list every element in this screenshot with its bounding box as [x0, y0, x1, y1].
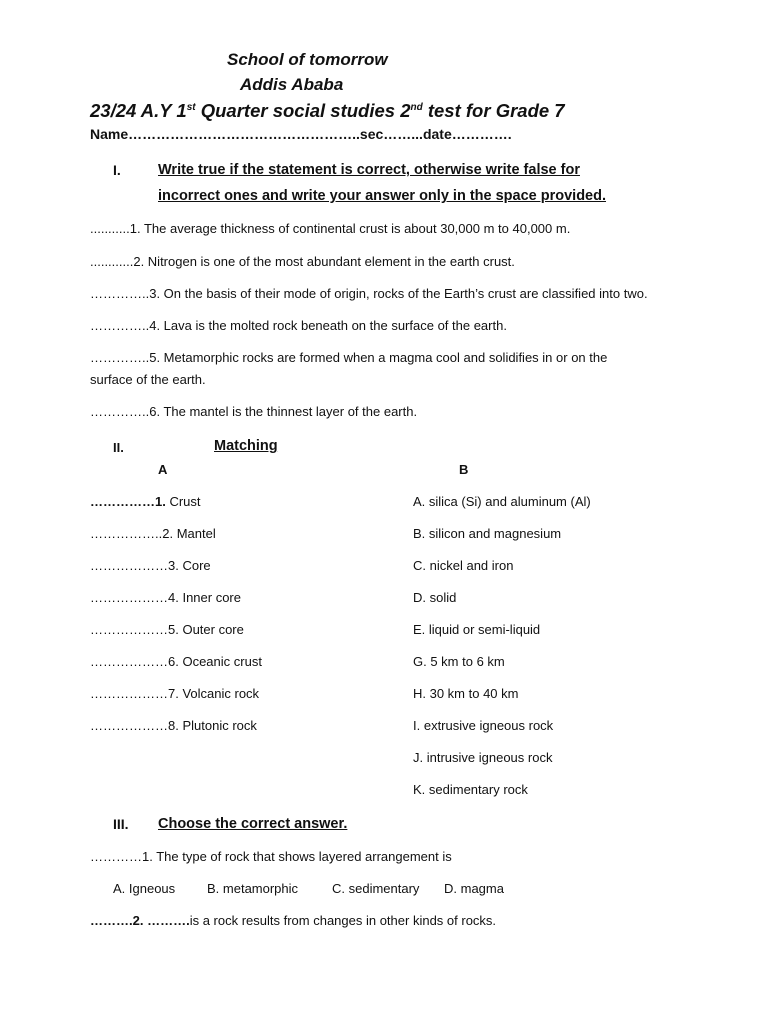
choice-option: D. magma: [444, 881, 504, 896]
multiple-choice-question: …………1. The type of rock that shows layered arrangement is: [90, 849, 452, 864]
answer-blank: ………………: [90, 622, 168, 637]
matching-item: [90, 590, 241, 605]
matching-option: H. 30 km to 40 km: [413, 686, 519, 701]
matching-option: C. nickel and iron: [413, 558, 514, 573]
question-text: is a rock results from changes in other kinds of rocks.: [189, 913, 497, 928]
title-part: 23/24 A.Y 1: [90, 100, 187, 121]
matching-item: [90, 654, 262, 669]
true-false-item: …………..5. Metamorphic rocks are formed when a magma cool and solidifies in or on the: [90, 350, 608, 365]
true-false-item: …………..6. The mantel is the thinnest layer of the earth.: [90, 404, 418, 419]
item-number: 6.: [168, 654, 179, 669]
item-number: 8.: [168, 718, 179, 733]
true-false-item-continuation: surface of the earth.: [90, 372, 206, 387]
true-false-item: …………..4. Lava is the molted rock beneath on the surface of the earth.: [90, 318, 507, 333]
matching-item: [90, 526, 216, 541]
item-text: Plutonic rock: [178, 718, 257, 733]
title-sup: nd: [410, 101, 423, 113]
column-a-header: A: [158, 462, 168, 477]
answer-blank: ………………: [90, 558, 168, 573]
answer-blank: ……………..: [90, 526, 163, 541]
title-sup: st: [186, 101, 196, 113]
item-number: 2.: [162, 526, 174, 541]
matching-item: [90, 622, 244, 637]
matching-item: [90, 558, 211, 573]
matching-item: [90, 718, 257, 733]
section-1-instruction: incorrect ones and write your answer only in the space provided.: [158, 188, 607, 204]
item-text: Core: [178, 558, 211, 573]
section-1-instruction: Write true if the statement is correct, otherwise write false for: [158, 162, 580, 178]
title-part: Quarter social studies 2: [195, 100, 411, 121]
matching-item: [90, 686, 259, 701]
choice-option: A. Igneous: [113, 881, 176, 896]
item-text: Crust: [165, 494, 201, 509]
item-text: Oceanic crust: [178, 654, 262, 669]
choice-option: B. metamorphic: [207, 881, 299, 896]
matching-option: K. sedimentary rock: [413, 782, 528, 797]
student-info-line: Name…………………………………………..sec……...date………….: [90, 126, 512, 142]
title-part: test for Grade 7: [422, 100, 565, 121]
question-number-blank: ……….2. ……….: [90, 913, 190, 928]
section-2-title: Matching: [214, 438, 278, 454]
answer-blank: ………………: [90, 654, 168, 669]
section-3-number: III.: [113, 816, 129, 832]
column-b-header: B: [459, 462, 469, 477]
item-text: Outer core: [178, 622, 244, 637]
true-false-item: ...........1. The average thickness of continental crust is about 30,000 m to 40,000 m.: [90, 221, 571, 236]
item-number: 7.: [168, 686, 179, 701]
section-2-number: II.: [113, 440, 124, 455]
answer-blank: ………………: [90, 686, 168, 701]
item-text: Inner core: [178, 590, 241, 605]
school-name: School of tomorrow: [227, 50, 388, 69]
matching-option: B. silicon and magnesium: [413, 526, 562, 541]
true-false-item: …………..3. On the basis of their mode of origin, rocks of the Earth’s crust are classified into two.: [90, 286, 648, 301]
answer-blank: ………………: [90, 590, 168, 605]
choice-option: C. sedimentary: [332, 881, 420, 896]
item-text: Mantel: [173, 526, 216, 541]
item-number: 3.: [168, 558, 179, 573]
matching-option: G. 5 km to 6 km: [413, 654, 505, 669]
item-text: Volcanic rock: [178, 686, 260, 701]
matching-option: E. liquid or semi-liquid: [413, 622, 541, 637]
item-number: 1.: [155, 494, 166, 509]
matching-option: J. intrusive igneous rock: [413, 750, 553, 765]
true-false-item: ............2. Nitrogen is one of the most abundant element in the earth crust.: [90, 254, 515, 269]
section-3-title: Choose the correct answer.: [158, 816, 348, 832]
answer-blank: ……………: [90, 494, 155, 509]
school-city: Addis Ababa: [240, 75, 344, 94]
exam-title: [90, 100, 565, 122]
item-number: 4.: [168, 590, 179, 605]
item-number: 5.: [168, 622, 179, 637]
section-1-number: I.: [113, 162, 121, 178]
matching-item: [90, 494, 201, 509]
matching-option: I. extrusive igneous rock: [413, 718, 554, 733]
matching-option: D. solid: [413, 590, 457, 605]
multiple-choice-question: [90, 913, 496, 928]
answer-blank: ………………: [90, 718, 168, 733]
matching-option: A. silica (Si) and aluminum (Al): [413, 494, 591, 509]
